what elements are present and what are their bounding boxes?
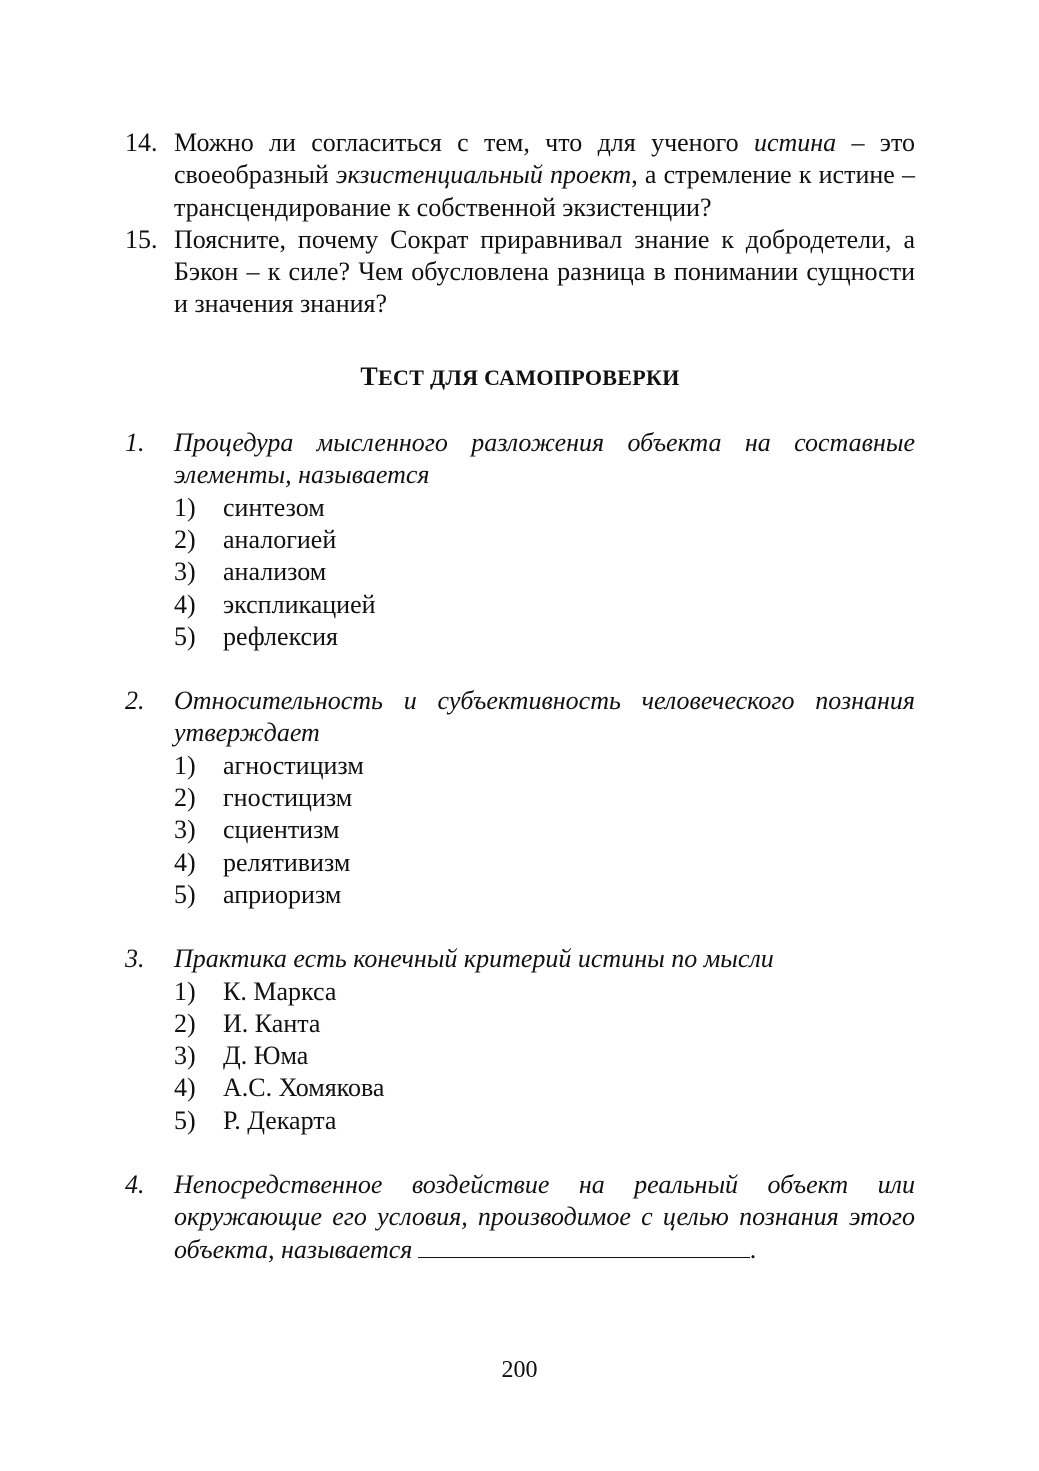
stem-suffix: .: [750, 1234, 757, 1264]
question-14: [125, 127, 915, 224]
question-text: Поясните, почему Сократ приравнивал знание к добродетели, а Бэкон – к силе? Чем обусловлена разница в понимании сущности и значения знания?: [174, 224, 915, 319]
option-number: 2): [174, 1008, 196, 1038]
heading-rest: ЕСТ ДЛЯ САМОПРОВЕРКИ: [378, 364, 680, 390]
option-text: К. Маркса: [223, 976, 337, 1006]
test-stem: [125, 943, 915, 975]
option: [174, 782, 915, 814]
questions-tail: [125, 127, 915, 321]
test-item-2: [125, 685, 915, 911]
option: [174, 976, 915, 1008]
question-number: 14.: [125, 128, 158, 157]
text-run: Можно ли согласиться с тем, что для ученого: [174, 128, 754, 157]
test-stem-text: Практика есть конечный критерий истины по мысли: [174, 944, 774, 974]
option: [174, 589, 915, 621]
option-number: 3): [174, 1041, 196, 1071]
option-number: 1): [174, 492, 196, 522]
option-text: релятивизм: [223, 847, 351, 877]
test-number: 4.: [125, 1170, 145, 1200]
option: [174, 556, 915, 588]
option: [174, 1008, 915, 1040]
option-text: Д. Юма: [223, 1041, 309, 1071]
section-heading: [125, 361, 915, 394]
option-text: И. Канта: [223, 1008, 321, 1038]
stem-text: Непосредственное воздействие на реальный объект или окружающие его условия, производимое с целью познания этого объекта, называется: [174, 1170, 915, 1264]
option-number: 1): [174, 750, 196, 780]
option-text: аналогией: [223, 524, 337, 554]
italic-term: истина: [753, 128, 837, 157]
option-text: анализом: [223, 557, 327, 587]
option-text: гностицизм: [223, 783, 353, 813]
option-text: синтезом: [223, 492, 325, 522]
option: [174, 750, 915, 782]
option-number: 2): [174, 524, 196, 554]
test-number: 2.: [125, 686, 145, 716]
question-15: [125, 224, 915, 321]
option: [174, 879, 915, 911]
option: [174, 847, 915, 879]
option-number: 5): [174, 621, 196, 651]
option: [174, 621, 915, 653]
test-item-4: [125, 1169, 915, 1266]
option-number: 4): [174, 589, 196, 619]
italic-term: экзистенциальный проект: [336, 160, 632, 190]
option-number: 4): [174, 847, 196, 877]
test-item-1: [125, 427, 915, 653]
text-run: – это своеобразный: [174, 128, 915, 190]
option-number: 3): [174, 815, 196, 845]
test-stem: [125, 1169, 915, 1266]
option-text: экспликацией: [223, 589, 376, 619]
option: [174, 492, 915, 524]
option-text: сциентизм: [223, 815, 340, 845]
option-text: агностицизм: [223, 750, 364, 780]
option-text: априоризм: [223, 879, 342, 909]
heading-initial: Т: [360, 361, 379, 391]
option: [174, 814, 915, 846]
option-number: 5): [174, 879, 196, 909]
option: [174, 1072, 915, 1104]
page-number: 200: [501, 1357, 538, 1383]
answer-blank[interactable]: [418, 1235, 750, 1258]
question-number: 15.: [125, 224, 158, 254]
option-number: 2): [174, 783, 196, 813]
option-number: 1): [174, 976, 196, 1006]
option: [174, 524, 915, 556]
question-text: [174, 127, 915, 224]
test-number: 1.: [125, 428, 145, 458]
option-text: Р. Декарта: [223, 1105, 337, 1135]
options-list: [174, 492, 915, 653]
options-list: [174, 976, 915, 1137]
option-text: А.С. Хомякова: [223, 1073, 385, 1103]
test-stem-text: Относительность и субъективность человеческого познания утверждает: [174, 686, 915, 748]
test-stem-text: Процедура мысленного разложения объекта на составные элементы, называется: [174, 428, 915, 490]
test-stem: [125, 685, 915, 750]
test-number: 3.: [125, 944, 145, 974]
option-text: рефлексия: [223, 621, 338, 651]
option-number: 5): [174, 1105, 196, 1135]
test-item-3: [125, 943, 915, 1137]
option-number: 4): [174, 1073, 196, 1103]
text-run: , а стремление к истине – трансцендирование к собственной экзистенции?: [174, 160, 915, 222]
page-content: [125, 127, 915, 1298]
option-number: 3): [174, 557, 196, 587]
option: [174, 1040, 915, 1072]
option: [174, 1105, 915, 1137]
options-list: [174, 750, 915, 911]
test-stem: [125, 427, 915, 492]
test-stem-text: [174, 1169, 915, 1266]
